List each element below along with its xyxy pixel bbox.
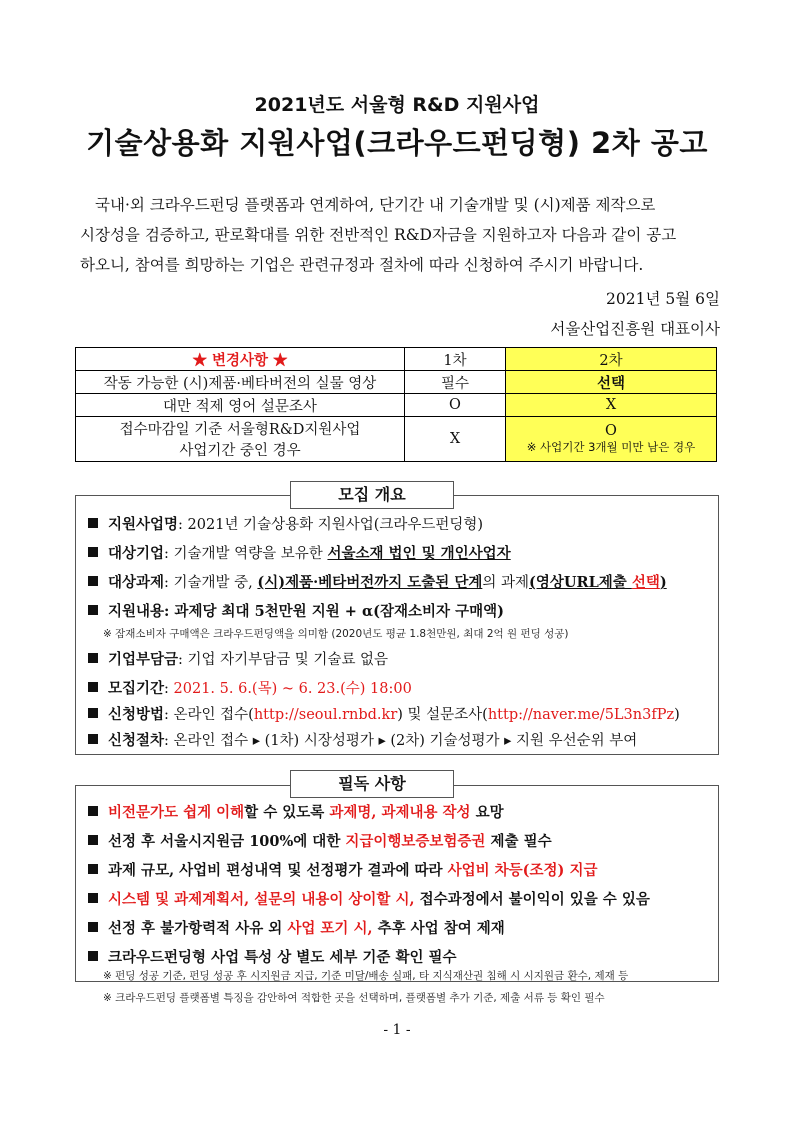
item-value: )	[674, 707, 680, 723]
column-second: 2차	[506, 348, 717, 371]
change-first: O	[405, 394, 506, 417]
item-label: 모집기간	[108, 680, 165, 697]
square-bullet-icon	[88, 605, 98, 615]
square-bullet-icon	[88, 734, 98, 744]
survey-link[interactable]: http://naver.me/5L3n3fPz	[487, 707, 675, 723]
page-subtitle: 2021년도 서울형 R&D 지원사업	[254, 94, 540, 116]
square-bullet-icon	[88, 518, 98, 528]
change-item	[76, 417, 405, 462]
intro-line: 시장성을 검증하고, 판로확대를 위한 전반적인 R&D자금을 지원하고자 다음과 같이 공고	[80, 226, 677, 244]
item-emphasis-red: 선택	[631, 574, 660, 591]
item-emphasis-red: 사업비 차등(조정) 지급	[447, 862, 598, 879]
intro-line: 하오니, 참여를 희망하는 기업은 관련규정과 절차에 따라 신청하여 주시기 바랍니다.	[80, 256, 644, 274]
item-value: 크라우드펀딩형 사업 특성 상 별도 세부 기준 확인 필수	[108, 949, 457, 966]
item-value: 접수과정에서 불이익이 있을 수 있음	[414, 891, 650, 908]
list-item	[88, 542, 728, 563]
change-second: X	[506, 394, 717, 417]
list-item	[88, 888, 728, 909]
item-emphasis-red: 사업 포기 시,	[287, 920, 373, 937]
square-bullet-icon	[88, 682, 98, 692]
list-item	[88, 729, 728, 750]
item-label: 지원내용	[108, 603, 165, 620]
change-second-note: ※ 사업기간 3개월 미만 남은 경우	[526, 440, 696, 454]
must-read-note: ※ 크라우드펀딩 플랫폼별 특징을 감안하여 적합한 곳을 선택하며, 플랫폼별 추가 기준, 제출 서류 등 확인 필수	[103, 992, 605, 1004]
column-first: 1차	[405, 348, 506, 371]
change-second-value: O	[605, 423, 617, 439]
item-value: : 2021년 기술상용화 지원사업(크라우드펀딩형)	[178, 517, 484, 533]
list-item	[88, 801, 728, 822]
square-bullet-icon	[88, 922, 98, 932]
table-row	[76, 371, 717, 394]
announcement-date: 2021년 5월 6일	[606, 290, 720, 308]
item-value: :	[164, 681, 174, 697]
list-item	[88, 571, 728, 592]
table-row	[76, 394, 717, 417]
item-value: ) 및 설문조사(	[397, 707, 488, 723]
table-row	[76, 417, 717, 462]
square-bullet-icon	[88, 893, 98, 903]
must-read-note: ※ 펀딩 성공 기준, 펀딩 성공 후 시지원금 지급, 기준 미달/배송 실패, 타 지식재산권 침해 시 시지원금 환수, 제재 등	[103, 970, 629, 982]
change-first: X	[405, 417, 506, 462]
item-value: 과제 규모, 사업비 편성내역 및 선정평가 결과에 따라	[108, 862, 448, 879]
item-emphasis-red: 시스템 및 과제계획서, 설문의 내용이 상이할 시,	[108, 891, 415, 908]
change-second: 선택	[506, 371, 717, 394]
item-emphasis: 서울소재 법인 및 개인사업자	[327, 545, 511, 562]
square-bullet-icon	[88, 708, 98, 718]
item-label: 대상기업	[108, 545, 165, 562]
square-bullet-icon	[88, 864, 98, 874]
item-emphasis: (시)제품·베타버전까지 도출된 단계	[257, 574, 483, 591]
item-value: : 온라인 접수(	[164, 707, 254, 723]
change-item-line: 사업기간 중인 경우	[179, 443, 301, 459]
change-second	[506, 417, 717, 462]
list-item	[88, 677, 728, 698]
intro-paragraph	[80, 190, 720, 280]
item-emphasis-red: 과제명, 과제내용 작성	[329, 804, 471, 821]
item-label: 기업부담금	[108, 651, 179, 668]
intro-line: 국내·외 크라우드펀딩 플랫폼과 연계하여, 단기간 내 기술개발 및 (시)제품 제작으로	[95, 196, 656, 214]
item-label: 신청방법	[108, 706, 165, 723]
support-note: ※ 잠재소비자 구매액은 크라우드펀딩액을 의미함 (2020년도 평균 1.8천만원, 최대 2억 원 펀딩 성공)	[103, 628, 569, 640]
recruit-period-value: 2021. 5. 6.(목) ~ 6. 23.(수) 18:00	[173, 681, 412, 697]
page-title: 기술상용화 지원사업(크라우드펀딩형) 2차 공고	[86, 126, 708, 160]
changes-header: ★ 변경사항 ★	[76, 348, 405, 371]
item-emphasis: (영상URL제출	[529, 574, 632, 591]
list-item	[88, 917, 728, 938]
item-label: 지원사업명	[108, 516, 179, 533]
item-value: 제출 필수	[485, 833, 552, 850]
item-label: 신청절차	[108, 732, 165, 749]
item-emphasis-red: 지급이행보증보험증권	[345, 833, 486, 850]
item-value: 추후 사업 참여 제재	[372, 920, 505, 937]
item-value: : 온라인 접수 ▸ (1차) 시장성평가 ▸ (2차) 기술성평가 ▸ 지원 우선순위 부여	[164, 733, 638, 749]
item-emphasis: )	[659, 574, 667, 591]
application-link[interactable]: http://seoul.rnbd.kr	[253, 707, 398, 723]
item-value: 선정 후 불가항력적 사유 외	[108, 920, 288, 937]
square-bullet-icon	[88, 951, 98, 961]
table-row	[76, 348, 717, 371]
list-item	[88, 859, 728, 880]
list-item	[88, 830, 728, 851]
list-item	[88, 648, 728, 669]
item-value: : 기술개발 역량을 보유한	[164, 546, 328, 562]
item-value: : 과제당 최대 5천만원 지원 + α(잠재소비자 구매액)	[164, 603, 504, 620]
square-bullet-icon	[88, 653, 98, 663]
issuing-organization: 서울산업진흥원 대표이사	[550, 320, 720, 338]
item-value: 의 과제	[482, 575, 529, 591]
square-bullet-icon	[88, 576, 98, 586]
square-bullet-icon	[88, 806, 98, 816]
item-value: : 기술개발 중,	[164, 575, 258, 591]
change-first: 필수	[405, 371, 506, 394]
item-emphasis-red: 비전문가도 쉽게 이해	[108, 804, 245, 821]
change-item: 대만 적제 영어 설문조사	[76, 394, 405, 417]
changes-table	[75, 347, 717, 462]
item-value: : 기업 자기부담금 및 기술료 없음	[178, 652, 389, 668]
square-bullet-icon	[88, 547, 98, 557]
list-item	[88, 600, 728, 621]
item-label: 대상과제	[108, 574, 165, 591]
item-value: 선정 후 서울시지원금 100%에 대한	[108, 833, 346, 850]
square-bullet-icon	[88, 835, 98, 845]
page-number: - 1 -	[383, 1022, 411, 1038]
change-item: 작동 가능한 (시)제품·베타버전의 실물 영상	[76, 371, 405, 394]
item-value: 할 수 있도록	[244, 804, 330, 821]
list-item	[88, 946, 728, 967]
must-read-heading: 필독 사항	[290, 770, 454, 798]
item-value: 요망	[470, 804, 504, 821]
recruit-overview-heading: 모집 개요	[290, 481, 454, 509]
list-item	[88, 703, 728, 724]
list-item	[88, 513, 728, 534]
change-item-line: 접수마감일 기준 서울형R&D지원사업	[119, 422, 361, 438]
